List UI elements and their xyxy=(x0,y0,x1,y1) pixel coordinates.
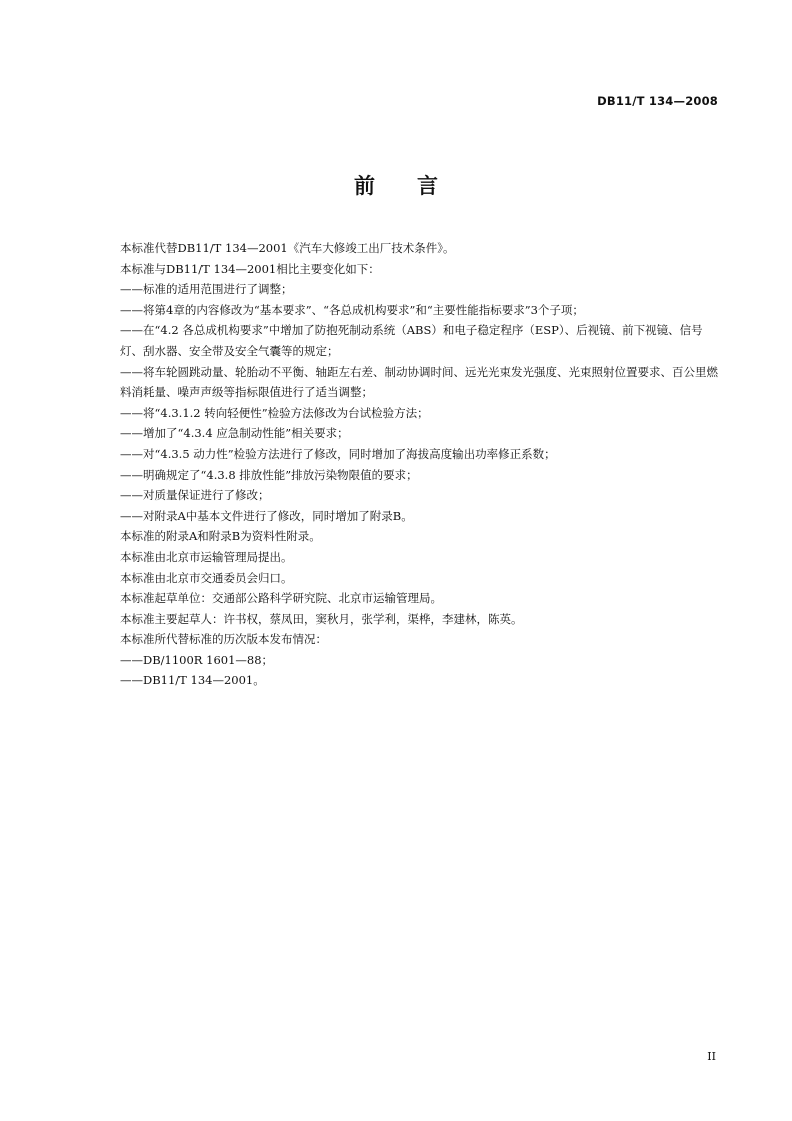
standard-code-header: DB11/T 134—2008 xyxy=(597,94,718,108)
change-item-emergency-braking: ——增加了“4.3.4 应急制动性能”相关要求； xyxy=(120,426,349,441)
previous-edition-item: ——DB11/T 134—2001。 xyxy=(120,673,265,688)
paragraph-drafting-units: 本标准起草单位：交通部公路科学研究院、北京市运输管理局。 xyxy=(120,591,442,606)
change-item-appendix: ——对附录A中基本文件进行了修改，同时增加了附录B。 xyxy=(120,508,413,523)
paragraph-previous-editions: 本标准所代替标准的历次版本发布情况： xyxy=(120,632,327,647)
change-item-power-test: ——对“4.3.5 动力性”检验方法进行了修改，同时增加了海拔高度输出功率修正系数； xyxy=(120,446,556,461)
change-item-limit-adjustments: ——将车轮圆跳动量、轮胎动不平衡、轴距左右差、制动协调时间、远光光束发光强度、光束照射位置要求、百公里燃料消耗量、噪声声级等指标限值进行了适当调整； xyxy=(120,364,718,400)
paragraph-appendix-informative: 本标准的附录A和附录B为资料性附录。 xyxy=(120,529,321,544)
paragraph-centralized-by: 本标准由北京市交通委员会归口。 xyxy=(120,570,293,585)
previous-edition-item: ——DB/1100R 1601—88； xyxy=(120,652,274,667)
change-item-steering-test: ——将“4.3.1.2 转向轻便性”检验方法修改为台试检验方法； xyxy=(120,405,429,420)
page-number: II xyxy=(707,1050,716,1063)
paragraph-proposed-by: 本标准由北京市运输管理局提出。 xyxy=(120,549,293,564)
paragraph-main-changes-intro: 本标准与DB11/T 134—2001相比主要变化如下： xyxy=(120,261,380,276)
change-item-emission: ——明确规定了“4.3.8 排放性能”排放污染物限值的要求； xyxy=(120,467,418,482)
change-item-quality-assurance: ——对质量保证进行了修改； xyxy=(120,488,270,503)
change-item-assembly-requirements: ——在“4.2 各总成机构要求”中增加了防抱死制动系统（ABS）和电子稳定程序（ESP）、后视镜、前下视镜、信号灯、刮水器、安全带及安全气囊等的规定； xyxy=(120,323,703,358)
foreword-body xyxy=(120,238,720,691)
paragraph-replaces: 本标准代替DB11/T 134—2001《汽车大修竣工出厂技术条件》。 xyxy=(120,241,455,255)
change-item-chapter4: ——将第4章的内容修改为“基本要求”、“各总成机构要求”和“主要性能指标要求”3个子项； xyxy=(120,302,584,317)
change-item-scope: ——标准的适用范围进行了调整； xyxy=(120,282,293,297)
page-title: 前 言 xyxy=(354,174,438,198)
paragraph-drafters: 本标准主要起草人：许书权，蔡凤田，窦秋月，张学利，渠桦，李建林，陈英。 xyxy=(120,611,523,626)
